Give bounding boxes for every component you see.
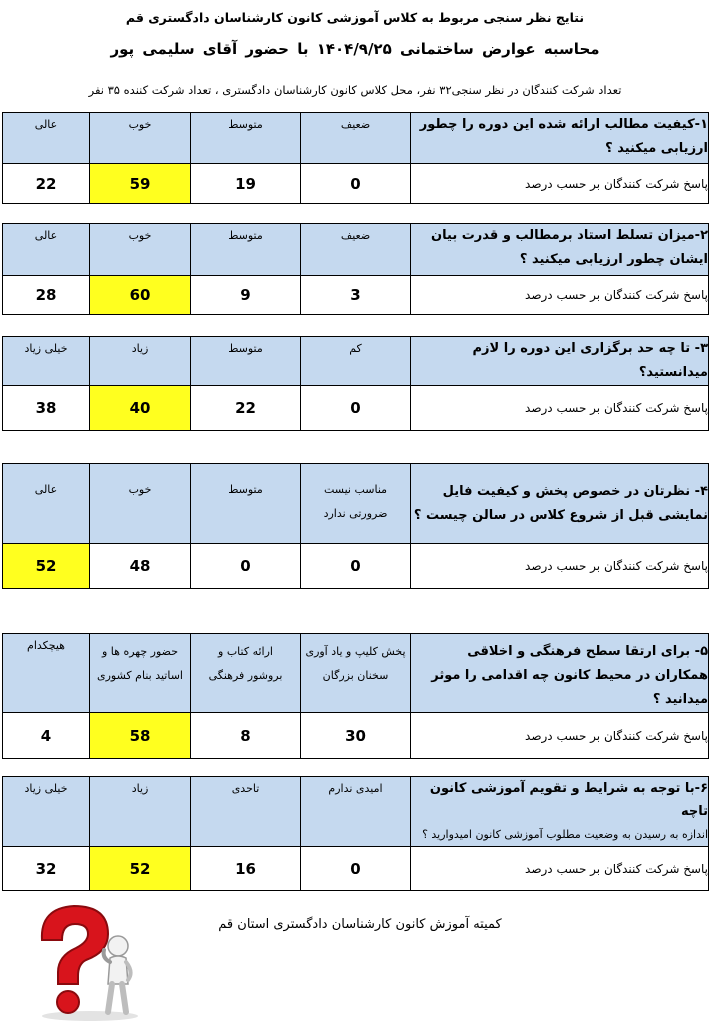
value-cell: 4: [3, 713, 90, 759]
options-row: [3, 113, 709, 164]
value-cell-highlighted: 60: [90, 276, 191, 315]
survey-table-q6: [2, 776, 709, 891]
question-text-line1: ۶-با توجه به شرایط و تقویم آموزشی کانون تاچه: [429, 781, 708, 819]
option-label: خوب: [90, 113, 191, 164]
option-label: متوسط: [191, 464, 301, 544]
participants-info: تعداد شرکت کنندگان در نظر سنجی۳۲ نفر، محل کلاس کانون کارشناسان دادگستری ، تعداد شرکت کننده ۳۵ نفر: [88, 83, 622, 97]
values-row: [3, 386, 709, 431]
value-cell: 8: [191, 713, 301, 759]
option-label: پخش کلیپ و یاد آوری سخنان بزرگان: [301, 634, 411, 713]
question-text: ۲-میزان تسلط استاد برمطالب و قدرت بیان ایشان چطور ارزیابی میکنید ؟: [411, 224, 709, 276]
option-label: خیلی زیاد: [3, 777, 90, 847]
survey-table-q1: [2, 112, 709, 204]
values-row: [3, 713, 709, 759]
report-title: نتایج نظر سنجی مربوط به کلاس آموزشی کانون کارشناسان دادگستری قم: [125, 10, 585, 25]
option-label: خیلی زیاد: [3, 337, 90, 386]
survey-table-q4: [2, 463, 709, 589]
survey-table-q5: [2, 633, 709, 759]
question-text: ۴- نظرتان در خصوص پخش و کیفیت فایل نمایشی قبل از شروع کلاس در سالن چیست ؟: [411, 464, 709, 544]
value-cell: 0: [191, 544, 301, 589]
survey-table-q2: [2, 223, 709, 315]
value-cell: 28: [3, 276, 90, 315]
question-text: [411, 777, 709, 847]
question-text-line2: اندازه به رسیدن به وضعیت مطلوب آموزشی کانون امیدوارید ؟: [422, 828, 708, 841]
option-label: خوب: [90, 464, 191, 544]
footer-committee: کمیته آموزش کانون کارشناسان دادگستری استان قم: [218, 917, 502, 932]
option-label: متوسط: [191, 113, 301, 164]
option-label: حضور چهره ها و اساتید بنام کشوری: [90, 634, 191, 713]
value-cell: 0: [301, 544, 411, 589]
value-cell: 30: [301, 713, 411, 759]
option-label: عالی: [3, 224, 90, 276]
option-label: زیاد: [90, 337, 191, 386]
options-row: [3, 224, 709, 276]
options-row: [3, 634, 709, 713]
option-label: امیدی ندارم: [301, 777, 411, 847]
option-label: خوب: [90, 224, 191, 276]
options-row: [3, 464, 709, 544]
value-cell: 22: [3, 164, 90, 204]
value-cell-highlighted: 40: [90, 386, 191, 431]
value-cell: 22: [191, 386, 301, 431]
value-cell: 3: [301, 276, 411, 315]
values-row: [3, 847, 709, 891]
value-cell: 0: [301, 847, 411, 891]
option-label: متوسط: [191, 337, 301, 386]
option-label: تاحدی: [191, 777, 301, 847]
option-label: ضعیف: [301, 224, 411, 276]
options-row: [3, 777, 709, 847]
value-cell: 32: [3, 847, 90, 891]
answer-label: پاسخ شرکت کنندگان بر حسب درصد: [411, 544, 709, 589]
report-subtitle: محاسبه عوارض ساختمانی ۱۴۰۴/۹/۲۵ با حضور آقای سلیمی پور: [110, 40, 600, 58]
value-cell-highlighted: 52: [3, 544, 90, 589]
option-label: زیاد: [90, 777, 191, 847]
answer-label: پاسخ شرکت کنندگان بر حسب درصد: [411, 164, 709, 204]
option-label: عالی: [3, 113, 90, 164]
value-cell-highlighted: 59: [90, 164, 191, 204]
options-row: [3, 337, 709, 386]
value-cell: 0: [301, 164, 411, 204]
option-label: متوسط: [191, 224, 301, 276]
value-cell: 16: [191, 847, 301, 891]
option-label: عالی: [3, 464, 90, 544]
value-cell-highlighted: 52: [90, 847, 191, 891]
answer-label: پاسخ شرکت کنندگان بر حسب درصد: [411, 386, 709, 431]
value-cell: 38: [3, 386, 90, 431]
option-label: کم: [301, 337, 411, 386]
value-cell: 48: [90, 544, 191, 589]
value-cell: 19: [191, 164, 301, 204]
values-row: [3, 544, 709, 589]
option-label: هیچکدام: [3, 634, 90, 713]
question-text: ۵- برای ارتقا سطح فرهنگی و اخلاقی همکاران در محیط کانون چه اقدامی را موثر میدانید ؟: [411, 634, 709, 713]
values-row: [3, 276, 709, 315]
value-cell: 9: [191, 276, 301, 315]
values-row: [3, 164, 709, 204]
question-text: ۳- تا چه حد برگزاری این دوره را لازم میدانستید؟: [411, 337, 709, 386]
answer-label: پاسخ شرکت کنندگان بر حسب درصد: [411, 276, 709, 315]
option-label: ارائه کتاب و بروشور فرهنگی: [191, 634, 301, 713]
question-mark-figure-icon: [22, 900, 152, 1022]
answer-label: پاسخ شرکت کنندگان بر حسب درصد: [411, 847, 709, 891]
value-cell-highlighted: 58: [90, 713, 191, 759]
answer-label: پاسخ شرکت کنندگان بر حسب درصد: [411, 713, 709, 759]
value-cell: 0: [301, 386, 411, 431]
survey-table-q3: [2, 336, 709, 431]
option-label: مناسب نیست ضرورتی ندارد: [301, 464, 411, 544]
question-text: ۱-کیفیت مطالب ارائه شده این دوره را چطور ارزیابی میکنید ؟: [411, 113, 709, 164]
option-label: ضعیف: [301, 113, 411, 164]
